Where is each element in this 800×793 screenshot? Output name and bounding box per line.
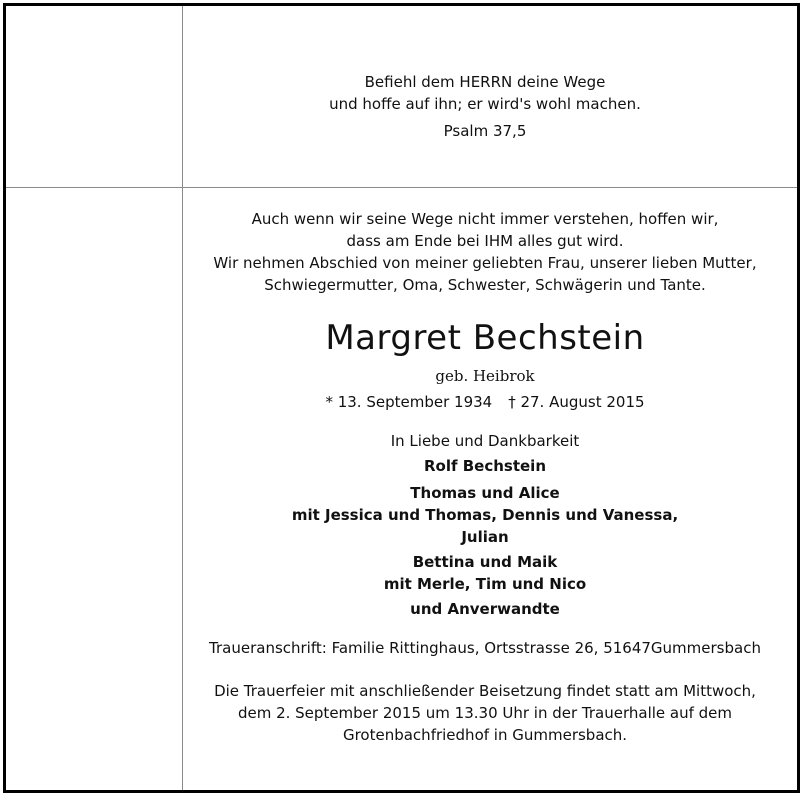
intro-line-3: Wir nehmen Abschied von meiner geliebten Frau, unserer lieben Mutter, [213,254,757,272]
mourner-line-4: Julian [461,528,509,546]
ceremony-line-1: Die Trauerfeier mit anschließender Beisetzung findet statt am Mittwoch, [214,682,756,700]
mourners-heading: In Liebe und Dankbarkeit [390,432,580,450]
horizontal-divider [6,187,797,188]
verse-line-1: Befiehl dem HERRN deine Wege [364,73,606,91]
mourner-line-5: Bettina und Maik [412,553,558,571]
verse-reference: Psalm 37,5 [443,122,527,140]
maiden-name: geb. Heibrok [435,367,535,385]
life-dates [180,393,790,411]
mourner-line-6: mit Merle, Tim und Nico [383,575,587,593]
mourner-line-2: Thomas und Alice [410,484,560,502]
birth-date: * 13. September 1934 [325,393,493,411]
funeral-address: Traueranschrift: Familie Rittinghaus, Ortsstrasse 26, 51647Gummersbach [209,639,761,657]
death-date: † 27. August 2015 [508,393,645,411]
deceased-name: Margret Bechstein [325,318,645,358]
intro-line-2: dass am Ende bei IHM alles gut wird. [346,232,624,250]
intro-line-4: Schwiegermutter, Oma, Schwester, Schwägerin und Tante. [264,276,706,294]
ceremony-line-3: Grotenbachfriedhof in Gummersbach. [342,726,628,744]
intro-line-1: Auch wenn wir seine Wege nicht immer verstehen, hoffen wir, [251,210,719,228]
mourner-line-1: Rolf Bechstein [423,457,546,475]
verse-line-2: und hoffe auf ihn; er wird's wohl machen. [329,95,641,113]
ceremony-line-2: dem 2. September 2015 um 13.30 Uhr in der Trauerhalle auf dem [237,704,733,722]
mourner-line-3: mit Jessica und Thomas, Dennis und Vanessa, [291,506,679,524]
mourner-line-7: und Anverwandte [410,600,560,618]
